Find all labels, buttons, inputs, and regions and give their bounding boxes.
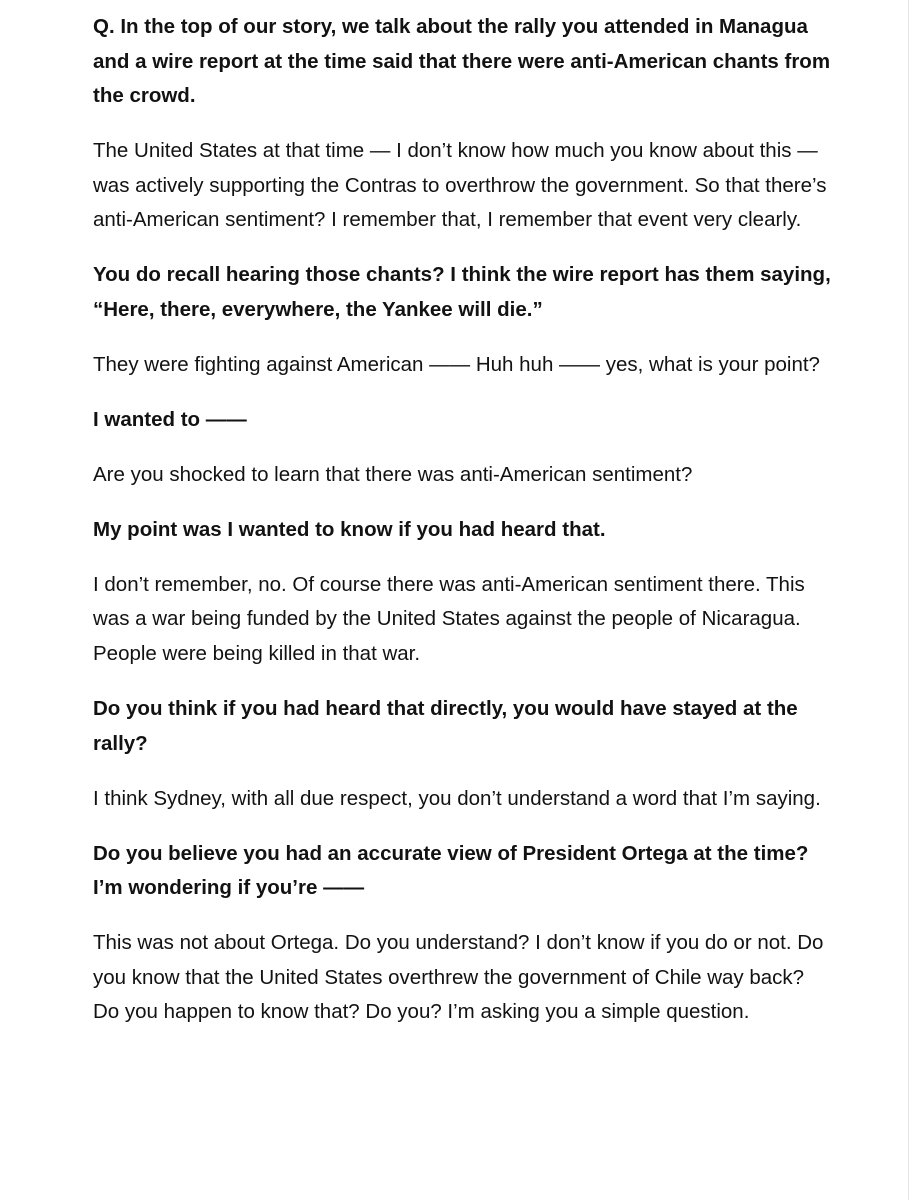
answer-paragraph: They were fighting against American —— Huh huh —— yes, what is your point? — [93, 352, 820, 376]
question-paragraph: You do recall hearing those chants? I think the wire report has them saying, “Here, there, everywhere, the Yankee will die.” — [93, 263, 831, 321]
answer-paragraph: I think Sydney, with all due respect, you don’t understand a word that I’m saying. — [93, 786, 821, 810]
answer-paragraph: I don’t remember, no. Of course there was anti-American sentiment there. This was a war being funded by the United States against the people of Nicaragua. People were being killed in that war. — [93, 572, 805, 666]
question-paragraph: My point was I wanted to know if you had heard that. — [93, 517, 606, 541]
interview-transcript — [93, 10, 833, 1050]
question-paragraph: Q. In the top of our story, we talk about the rally you attended in Managua and a wire report at the time said that there were anti-American chants from the crowd. — [93, 15, 831, 108]
answer-paragraph: Are you shocked to learn that there was anti-American sentiment? — [93, 462, 693, 486]
question-paragraph: Do you think if you had heard that directly, you would have stayed at the rally? — [93, 697, 798, 755]
answer-paragraph: The United States at that time — I don’t know how much you know about this — was actively supporting the Contras to overthrow the government. So that there’s anti-American sentiment? I remember that, I remember that event very clearly. — [93, 139, 827, 232]
question-paragraph: I wanted to —— — [93, 407, 247, 431]
answer-paragraph: This was not about Ortega. Do you understand? I don’t know if you do or not. Do you know that the United States overthrew the government of Chile way back? Do you happen to know that? Do you? I’m asking you a simple question. — [93, 931, 824, 1024]
question-paragraph: Do you believe you had an accurate view of President Ortega at the time? I’m wondering if you’re —— — [93, 841, 809, 900]
